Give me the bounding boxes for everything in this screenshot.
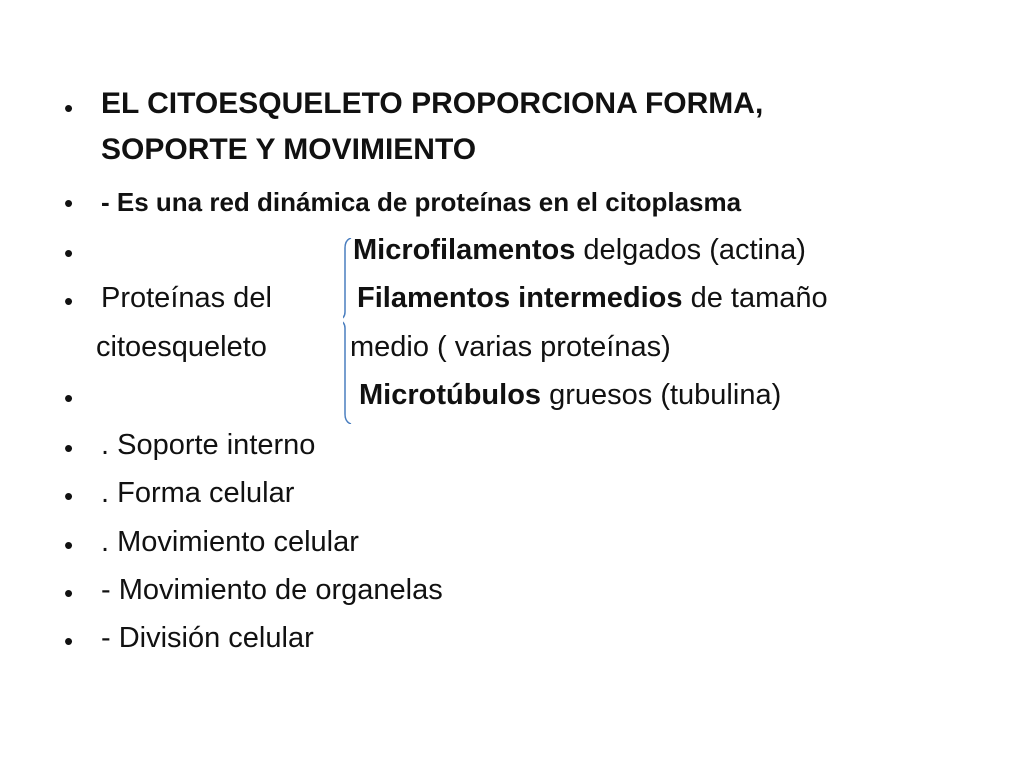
filamentos-desc: de tamaño <box>682 282 828 314</box>
list-item: - División celular <box>101 622 314 654</box>
bullet: • <box>64 530 74 560</box>
filamentos-desc-2: medio ( varias proteínas) <box>350 331 671 363</box>
microfilamentos-desc: delgados (actina) <box>575 234 806 266</box>
list-item: . Soporte interno <box>101 429 316 461</box>
list-item: . Forma celular <box>101 477 295 509</box>
microtubulos-term: Microtúbulos <box>359 379 542 411</box>
bullet: • <box>64 238 74 268</box>
bullet: • <box>64 433 74 463</box>
bullet: • <box>64 188 74 218</box>
bullet: • <box>64 578 74 608</box>
list-item: . Movimiento celular <box>101 526 359 558</box>
bullet: • <box>64 481 74 511</box>
filamentos-term: Filamentos intermedios <box>357 282 683 314</box>
microfilamentos-line <box>353 234 806 267</box>
bullet: • <box>64 93 74 123</box>
bullet: • <box>64 626 74 656</box>
microtubulos-line <box>359 379 781 412</box>
microtubulos-desc: gruesos (tubulina) <box>541 379 782 411</box>
bracket-line <box>343 238 353 424</box>
title-line-2: SOPORTE Y MOVIMIENTO <box>101 133 477 166</box>
citoesqueleto-label: citoesqueleto <box>96 331 267 363</box>
proteinas-label: Proteínas del <box>101 282 272 314</box>
bullet: • <box>64 383 74 413</box>
subtitle: - Es una red dinámica de proteínas en el citoplasma <box>101 187 742 217</box>
list-item: - Movimiento de organelas <box>101 574 443 606</box>
filamentos-line <box>357 282 828 315</box>
microfilamentos-term: Microfilamentos <box>353 234 576 266</box>
bullet: • <box>64 286 74 316</box>
title-line-1: EL CITOESQUELETO PROPORCIONA FORMA, <box>101 87 764 120</box>
